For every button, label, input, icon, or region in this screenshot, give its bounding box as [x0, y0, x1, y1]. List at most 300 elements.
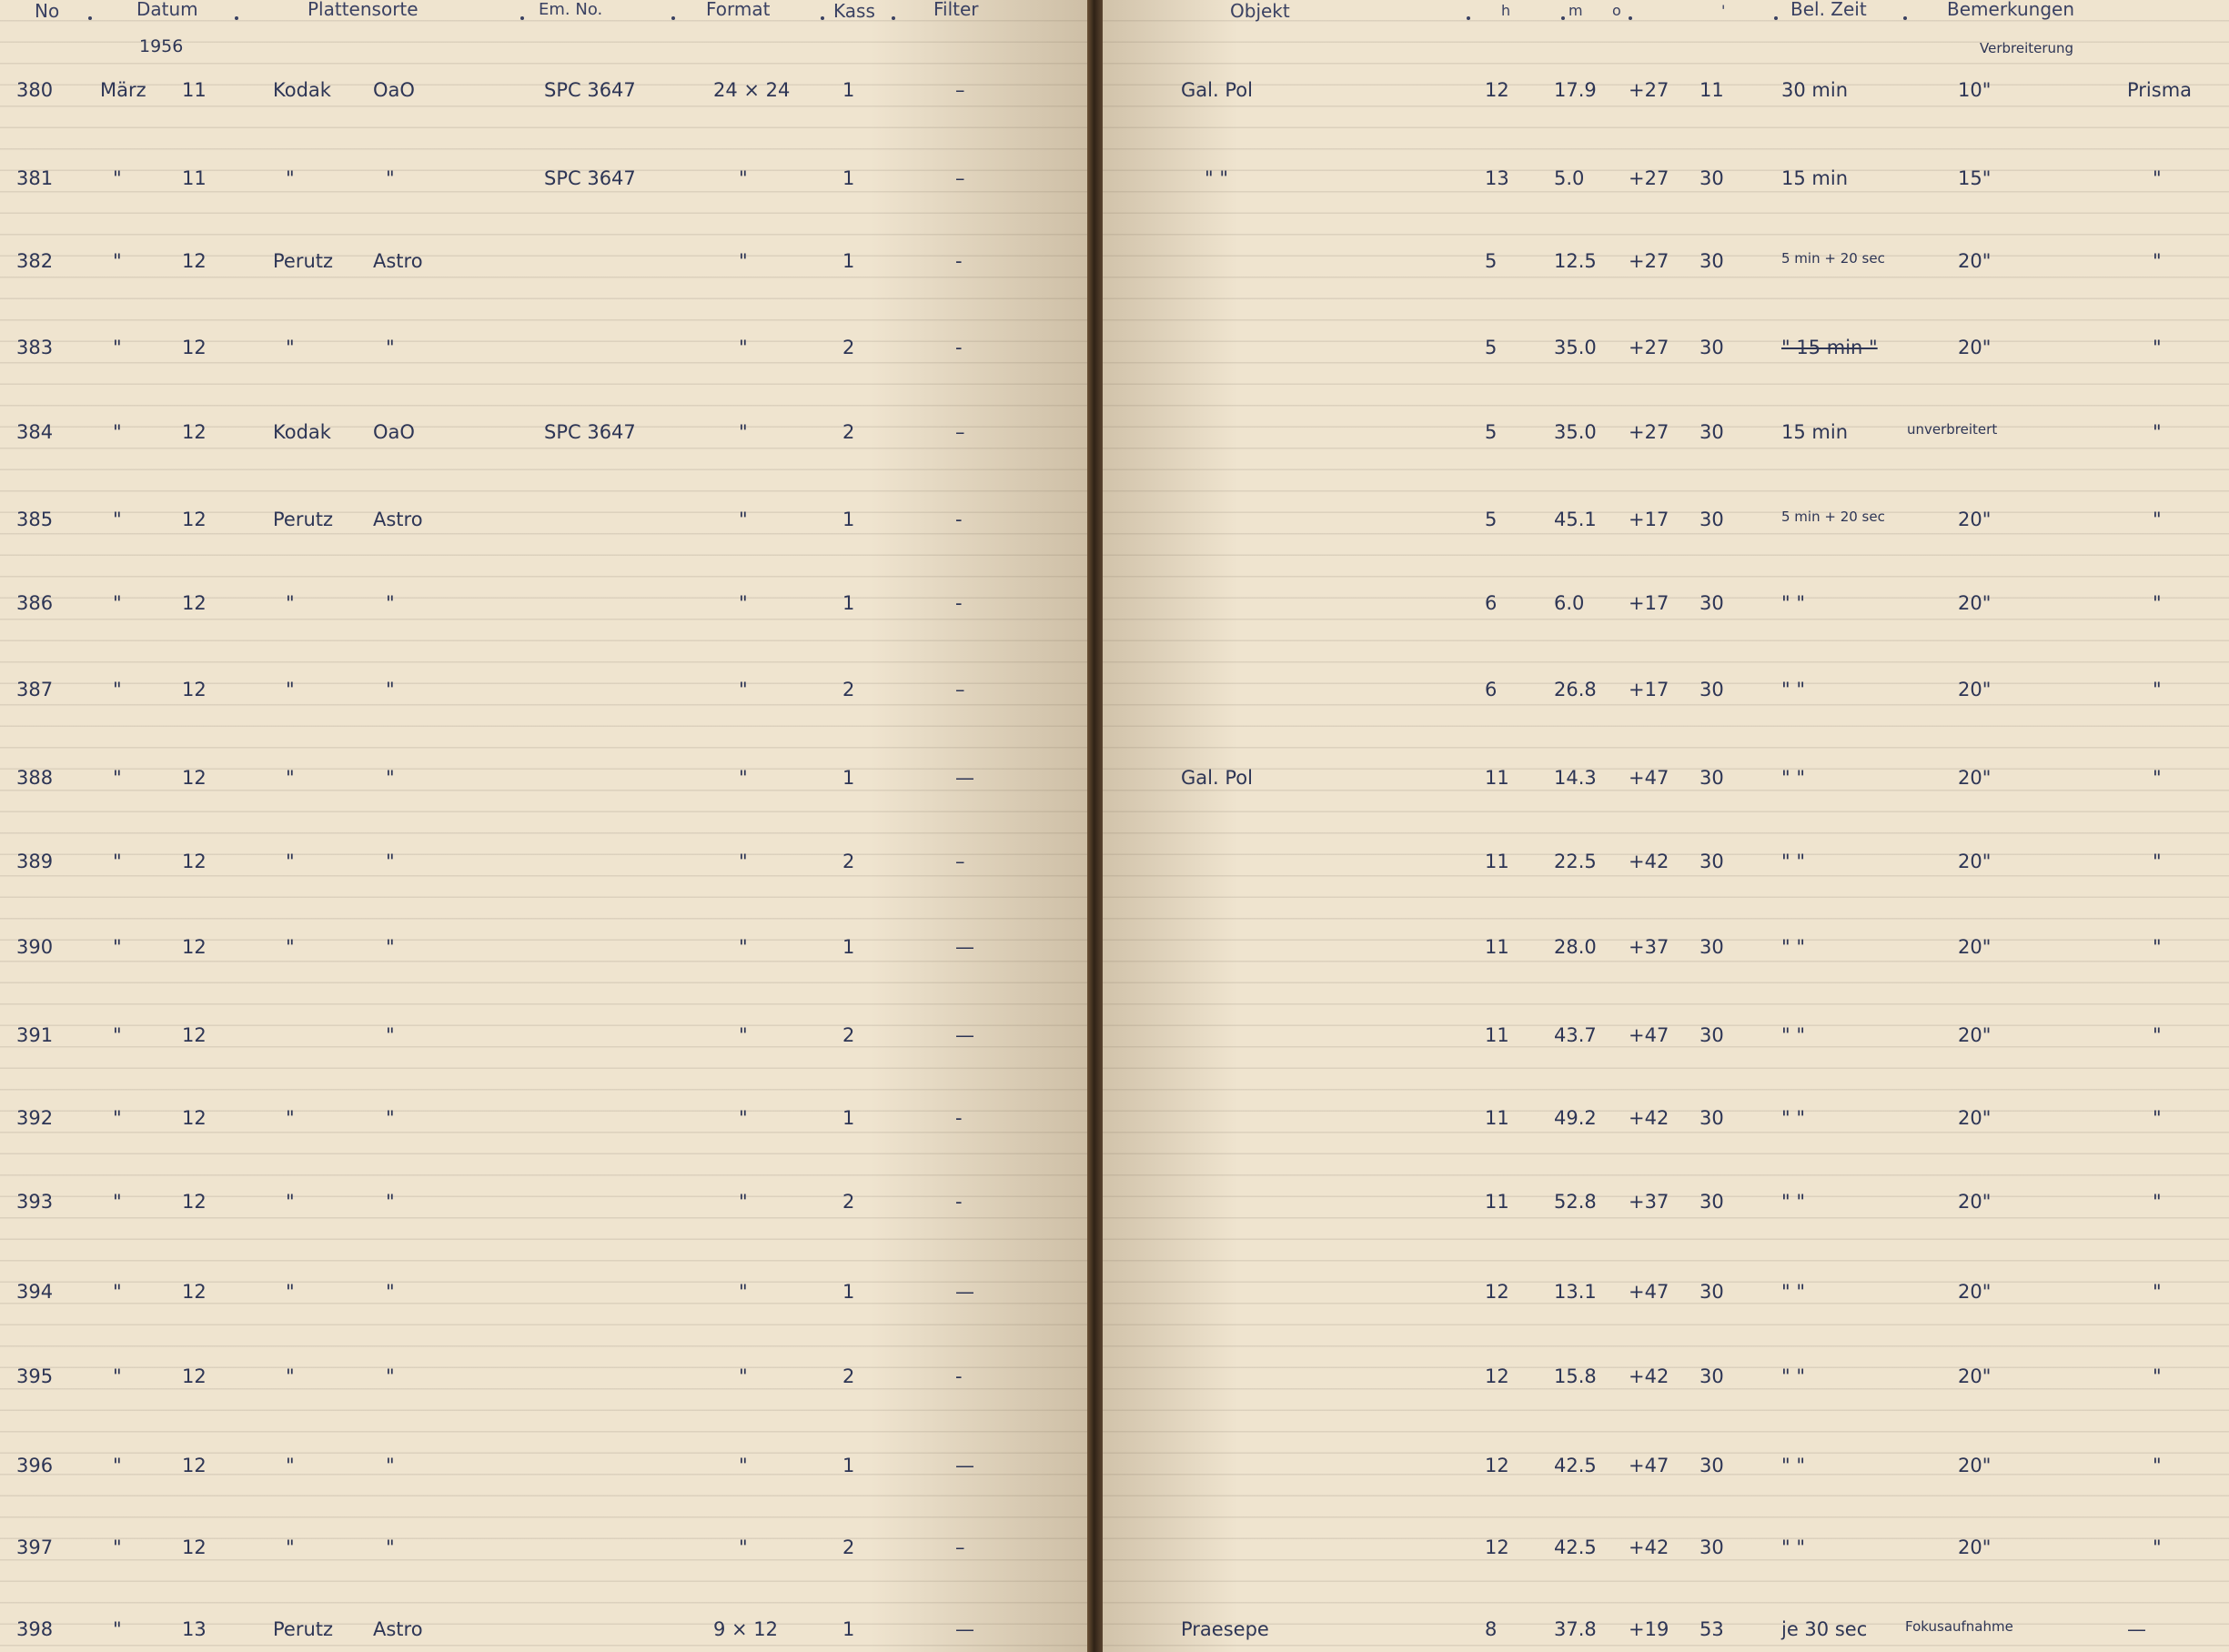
ra-hours: 5	[1485, 509, 1498, 530]
plate-brand: "	[286, 1536, 295, 1558]
header-filter: Filter	[933, 0, 979, 20]
entry-number: 393	[16, 1191, 54, 1213]
plate-brand: Perutz	[273, 509, 334, 530]
ra-hours: 12	[1485, 1536, 1509, 1558]
entry-month: "	[113, 1024, 122, 1046]
filter-value: -	[955, 250, 963, 272]
entry-number: 384	[16, 421, 54, 443]
plate-format: "	[739, 1024, 748, 1046]
plate-brand: "	[286, 851, 295, 872]
plate-type: Astro	[373, 509, 423, 530]
dec-degrees: +42	[1629, 1107, 1669, 1129]
plate-brand: "	[286, 767, 295, 789]
header-separator	[88, 16, 92, 20]
entry-day: 12	[182, 1191, 207, 1213]
ra-hours: 13	[1485, 167, 1509, 189]
entry-number: 397	[16, 1536, 54, 1558]
cassette-number: 2	[842, 337, 855, 358]
ra-hours: 11	[1485, 936, 1509, 958]
entry-month: "	[113, 1281, 122, 1303]
ra-hours: 11	[1485, 851, 1509, 872]
plate-format: "	[739, 421, 748, 443]
header-kass: Kass	[833, 0, 875, 22]
plate-format: "	[739, 1107, 748, 1129]
entry-day: 12	[182, 421, 207, 443]
ra-minutes: 13.1	[1554, 1281, 1597, 1303]
header-separator	[1903, 16, 1907, 20]
cassette-number: 2	[842, 1024, 855, 1046]
filter-value: —	[955, 1281, 974, 1303]
entry-number: 395	[16, 1365, 54, 1387]
entry-month: "	[113, 167, 122, 189]
entry-day: 12	[182, 936, 207, 958]
dec-degrees: +47	[1629, 767, 1669, 789]
cassette-number: 1	[842, 936, 855, 958]
remark-extra: "	[2153, 337, 2162, 358]
ra-minutes: 26.8	[1554, 679, 1597, 700]
filter-value: –	[955, 1536, 965, 1558]
filter-value: —	[955, 767, 974, 789]
cassette-number: 1	[842, 167, 855, 189]
cassette-number: 1	[842, 592, 855, 614]
emulsion-number: SPC 3647	[544, 421, 636, 443]
remark: 20"	[1958, 1281, 1992, 1303]
header-separator	[1561, 16, 1565, 20]
entry-number: 388	[16, 767, 54, 789]
entry-number: 396	[16, 1455, 54, 1476]
plate-brand: "	[286, 1455, 295, 1476]
remark-extra: "	[2153, 1024, 2162, 1046]
header-h: h	[1501, 2, 1511, 19]
emulsion-number: SPC 3647	[544, 167, 636, 189]
plate-format: "	[739, 509, 748, 530]
plate-type: "	[386, 1455, 395, 1476]
plate-type: "	[386, 936, 395, 958]
remark: 20"	[1958, 250, 1992, 272]
book-spine	[1087, 0, 1103, 1652]
entry-day: 12	[182, 592, 207, 614]
remark-extra: "	[2153, 509, 2162, 530]
object-name: " "	[1205, 167, 1228, 189]
cassette-number: 1	[842, 250, 855, 272]
remark-extra: "	[2153, 1107, 2162, 1129]
dec-degrees: +17	[1629, 679, 1669, 700]
remark: 20"	[1958, 1024, 1992, 1046]
header-separator	[671, 16, 675, 20]
dec-degrees: +19	[1629, 1618, 1669, 1640]
entry-month: "	[113, 421, 122, 443]
remark-extra: "	[2153, 936, 2162, 958]
entry-number: 392	[16, 1107, 54, 1129]
entry-day: 11	[182, 79, 207, 101]
entry-day: 12	[182, 337, 207, 358]
dec-degrees: +47	[1629, 1281, 1669, 1303]
remark-extra: —	[2127, 1618, 2146, 1640]
dec-minutes: 30	[1699, 1365, 1724, 1387]
entry-number: 387	[16, 679, 54, 700]
remark-extra: "	[2153, 1281, 2162, 1303]
filter-value: —	[955, 936, 974, 958]
entry-month: "	[113, 509, 122, 530]
cassette-number: 2	[842, 851, 855, 872]
ra-hours: 11	[1485, 1191, 1509, 1213]
exposure-time: je 30 sec	[1781, 1618, 1868, 1640]
remark-extra: "	[2153, 167, 2162, 189]
remark-extra: "	[2153, 1191, 2162, 1213]
ra-minutes: 37.8	[1554, 1618, 1597, 1640]
object-name: Praesepe	[1181, 1618, 1269, 1640]
header-separator	[520, 16, 524, 20]
filter-value: —	[955, 1618, 974, 1640]
remark-extra: "	[2153, 851, 2162, 872]
exposure-time: " "	[1781, 679, 1805, 700]
plate-brand: "	[286, 1365, 295, 1387]
cassette-number: 1	[842, 509, 855, 530]
entry-day: 12	[182, 1281, 207, 1303]
remark: 20"	[1958, 1455, 1992, 1476]
remark: 20"	[1958, 337, 1992, 358]
filter-value: –	[955, 421, 965, 443]
dec-degrees: +37	[1629, 936, 1669, 958]
ra-hours: 6	[1485, 679, 1498, 700]
plate-type: "	[386, 592, 395, 614]
entry-month: "	[113, 767, 122, 789]
filter-value: –	[955, 851, 965, 872]
remark-extra: "	[2153, 421, 2162, 443]
dec-minutes: 30	[1699, 851, 1724, 872]
ra-minutes: 52.8	[1554, 1191, 1597, 1213]
plate-brand: "	[286, 1191, 295, 1213]
dec-degrees: +47	[1629, 1455, 1669, 1476]
dec-minutes: 30	[1699, 1024, 1724, 1046]
dec-degrees: +17	[1629, 592, 1669, 614]
plate-type: "	[386, 1536, 395, 1558]
remark: 20"	[1958, 592, 1992, 614]
dec-degrees: +42	[1629, 851, 1669, 872]
dec-degrees: +27	[1629, 337, 1669, 358]
ra-hours: 12	[1485, 1281, 1509, 1303]
dec-minutes: 30	[1699, 167, 1724, 189]
remark: 10"	[1958, 79, 1992, 101]
ra-hours: 11	[1485, 767, 1509, 789]
exposure-time: " "	[1781, 851, 1805, 872]
ra-minutes: 22.5	[1554, 851, 1597, 872]
filter-value: –	[955, 167, 965, 189]
entry-day: 12	[182, 250, 207, 272]
plate-brand: Kodak	[273, 79, 331, 101]
ra-minutes: 45.1	[1554, 509, 1597, 530]
exposure-time: " "	[1781, 1107, 1805, 1129]
plate-type: Astro	[373, 1618, 423, 1640]
entry-month: "	[113, 679, 122, 700]
ra-minutes: 35.0	[1554, 421, 1597, 443]
filter-value: -	[955, 1191, 963, 1213]
ra-hours: 11	[1485, 1107, 1509, 1129]
header-separator	[1629, 16, 1632, 20]
cassette-number: 1	[842, 1107, 855, 1129]
dec-minutes: 30	[1699, 1455, 1724, 1476]
plate-brand: "	[286, 1107, 295, 1129]
filter-value: -	[955, 1107, 963, 1129]
emulsion-number: SPC 3647	[544, 79, 636, 101]
plate-type: Astro	[373, 250, 423, 272]
plate-format: "	[739, 679, 748, 700]
entry-number: 381	[16, 167, 54, 189]
plate-format: "	[739, 1455, 748, 1476]
header-format: Format	[706, 0, 771, 20]
header-separator	[235, 16, 238, 20]
cassette-number: 2	[842, 1536, 855, 1558]
entry-number: 398	[16, 1618, 54, 1640]
remark: 20"	[1958, 1107, 1992, 1129]
plate-type: "	[386, 679, 395, 700]
object-name: Gal. Pol	[1181, 767, 1253, 789]
filter-value: –	[955, 679, 965, 700]
cassette-number: 1	[842, 767, 855, 789]
remark-extra: "	[2153, 679, 2162, 700]
entry-number: 390	[16, 936, 54, 958]
entry-number: 391	[16, 1024, 54, 1046]
entry-month: "	[113, 1107, 122, 1129]
cassette-number: 1	[842, 1618, 855, 1640]
ra-minutes: 49.2	[1554, 1107, 1597, 1129]
exposure-time: " "	[1781, 1455, 1805, 1476]
entry-number: 386	[16, 592, 54, 614]
cassette-number: 1	[842, 1281, 855, 1303]
plate-format: "	[739, 1191, 748, 1213]
remark: 20"	[1958, 679, 1992, 700]
dec-degrees: +42	[1629, 1536, 1669, 1558]
entry-month: "	[113, 1536, 122, 1558]
dec-degrees: +27	[1629, 167, 1669, 189]
header-verbreiterung: Verbreiterung	[1980, 40, 2074, 56]
plate-brand: "	[286, 592, 295, 614]
ra-minutes: 14.3	[1554, 767, 1597, 789]
plate-brand: Perutz	[273, 1618, 334, 1640]
ra-minutes: 12.5	[1554, 250, 1597, 272]
exposure-time: 30 min	[1781, 79, 1848, 101]
ra-hours: 5	[1485, 421, 1498, 443]
exposure-time: " "	[1781, 936, 1805, 958]
plate-type: "	[386, 1024, 395, 1046]
dec-degrees: +47	[1629, 1024, 1669, 1046]
exposure-time: " "	[1781, 1365, 1805, 1387]
entry-month: "	[113, 936, 122, 958]
entry-day: 12	[182, 1024, 207, 1046]
filter-value: –	[955, 79, 965, 101]
entry-day: 12	[182, 679, 207, 700]
dec-degrees: +37	[1629, 1191, 1669, 1213]
ra-minutes: 5.0	[1554, 167, 1585, 189]
entry-month: März	[100, 79, 146, 101]
plate-format: "	[739, 1536, 748, 1558]
remark-extra: "	[2153, 767, 2162, 789]
dec-minutes: 30	[1699, 1191, 1724, 1213]
plate-type: "	[386, 1107, 395, 1129]
plate-format: "	[739, 250, 748, 272]
exposure-time: " "	[1781, 1536, 1805, 1558]
plate-brand: Perutz	[273, 250, 334, 272]
entry-number: 394	[16, 1281, 54, 1303]
exposure-time: " 15 min "	[1781, 337, 1878, 358]
header-m: m	[1568, 2, 1583, 19]
ra-hours: 11	[1485, 1024, 1509, 1046]
header-min: '	[1721, 2, 1726, 19]
plate-type: OaO	[373, 421, 415, 443]
exposure-time: 15 min	[1781, 167, 1848, 189]
dec-minutes: 30	[1699, 509, 1724, 530]
ra-minutes: 15.8	[1554, 1365, 1597, 1387]
header-bemerkungen: Bemerkungen	[1947, 0, 2075, 20]
exposure-time: 5 min + 20 sec	[1781, 250, 1885, 267]
ra-hours: 6	[1485, 592, 1498, 614]
plate-format: "	[739, 936, 748, 958]
header-separator	[1467, 16, 1470, 20]
right-page	[1103, 0, 2229, 1652]
exposure-time: 15 min	[1781, 421, 1848, 443]
remark: 15"	[1958, 167, 1992, 189]
dec-minutes: 30	[1699, 1281, 1724, 1303]
entry-number: 382	[16, 250, 54, 272]
dec-degrees: +27	[1629, 79, 1669, 101]
entry-number: 389	[16, 851, 54, 872]
filter-value: -	[955, 1365, 963, 1387]
entry-day: 12	[182, 851, 207, 872]
dec-minutes: 30	[1699, 936, 1724, 958]
plate-brand: Kodak	[273, 421, 331, 443]
ra-minutes: 17.9	[1554, 79, 1597, 101]
header-separator	[892, 16, 895, 20]
object-name: Gal. Pol	[1181, 79, 1253, 101]
plate-type: OaO	[373, 79, 415, 101]
cassette-number: 2	[842, 421, 855, 443]
entry-month: "	[113, 1455, 122, 1476]
entry-month: "	[113, 1618, 122, 1640]
plate-type: "	[386, 337, 395, 358]
dec-minutes: 30	[1699, 1536, 1724, 1558]
entry-day: 12	[182, 1365, 207, 1387]
header-em-no: Em. No.	[539, 0, 603, 19]
plate-type: "	[386, 767, 395, 789]
header-separator	[1774, 16, 1778, 20]
remark-extra: "	[2153, 1455, 2162, 1476]
remark-extra: Prisma	[2127, 79, 2193, 101]
plate-type: "	[386, 1365, 395, 1387]
header-no: No	[35, 0, 60, 22]
remark: 20"	[1958, 1536, 1992, 1558]
entry-month: "	[113, 250, 122, 272]
ra-minutes: 6.0	[1554, 592, 1585, 614]
plate-type: "	[386, 167, 395, 189]
entry-number: 385	[16, 509, 54, 530]
plate-format: 24 × 24	[713, 79, 791, 101]
remark: 20"	[1958, 509, 1992, 530]
header-objekt: Objekt	[1230, 0, 1290, 22]
entry-day: 12	[182, 1536, 207, 1558]
plate-format: "	[739, 337, 748, 358]
dec-minutes: 30	[1699, 421, 1724, 443]
entry-month: "	[113, 851, 122, 872]
dec-degrees: +42	[1629, 1365, 1669, 1387]
plate-type: "	[386, 1191, 395, 1213]
exposure-time: " "	[1781, 767, 1805, 789]
entry-month: "	[113, 1365, 122, 1387]
remark: 20"	[1958, 936, 1992, 958]
entry-day: 12	[182, 767, 207, 789]
header-plattensorte: Plattensorte	[308, 0, 419, 20]
ra-hours: 12	[1485, 1455, 1509, 1476]
remark-extra: "	[2153, 1365, 2162, 1387]
filter-value: -	[955, 337, 963, 358]
dec-degrees: +27	[1629, 421, 1669, 443]
plate-brand: "	[286, 679, 295, 700]
year-label: 1956	[139, 36, 184, 56]
ra-hours: 5	[1485, 337, 1498, 358]
dec-minutes: 30	[1699, 1107, 1724, 1129]
exposure-time: 5 min + 20 sec	[1781, 509, 1885, 525]
header-deg: o	[1612, 2, 1621, 19]
remark: 20"	[1958, 1365, 1992, 1387]
dec-minutes: 30	[1699, 767, 1724, 789]
plate-format: "	[739, 1281, 748, 1303]
header-datum: Datum	[136, 0, 198, 20]
entry-day: 12	[182, 509, 207, 530]
entry-day: 11	[182, 167, 207, 189]
remark: 20"	[1958, 851, 1992, 872]
entry-month: "	[113, 1191, 122, 1213]
left-page	[0, 0, 1087, 1652]
plate-format: 9 × 12	[713, 1618, 779, 1640]
plate-brand: "	[286, 1281, 295, 1303]
plate-brand: "	[286, 936, 295, 958]
filter-value: —	[955, 1455, 974, 1476]
entry-number: 383	[16, 337, 54, 358]
dec-degrees: +17	[1629, 509, 1669, 530]
ra-hours: 8	[1485, 1618, 1498, 1640]
remark-extra: "	[2153, 1536, 2162, 1558]
remark: Fokusaufnahme	[1905, 1618, 2013, 1635]
cassette-number: 1	[842, 79, 855, 101]
entry-day: 12	[182, 1455, 207, 1476]
cassette-number: 2	[842, 1365, 855, 1387]
filter-value: -	[955, 592, 963, 614]
cassette-number: 1	[842, 1455, 855, 1476]
exposure-time: " "	[1781, 592, 1805, 614]
ra-hours: 5	[1485, 250, 1498, 272]
plate-format: "	[739, 851, 748, 872]
dec-minutes: 30	[1699, 250, 1724, 272]
plate-format: "	[739, 167, 748, 189]
ra-hours: 12	[1485, 1365, 1509, 1387]
filter-value: -	[955, 509, 963, 530]
dec-minutes: 53	[1699, 1618, 1724, 1640]
cassette-number: 2	[842, 1191, 855, 1213]
plate-type: "	[386, 851, 395, 872]
entry-day: 13	[182, 1618, 207, 1640]
plate-format: "	[739, 1365, 748, 1387]
ra-minutes: 35.0	[1554, 337, 1597, 358]
ra-minutes: 43.7	[1554, 1024, 1597, 1046]
remark-extra: "	[2153, 592, 2162, 614]
exposure-time: " "	[1781, 1024, 1805, 1046]
plate-format: "	[739, 592, 748, 614]
dec-minutes: 11	[1699, 79, 1724, 101]
exposure-time: " "	[1781, 1281, 1805, 1303]
entry-month: "	[113, 337, 122, 358]
header-separator	[821, 16, 824, 20]
remark: unverbreitert	[1907, 421, 1998, 438]
plate-format: "	[739, 767, 748, 789]
